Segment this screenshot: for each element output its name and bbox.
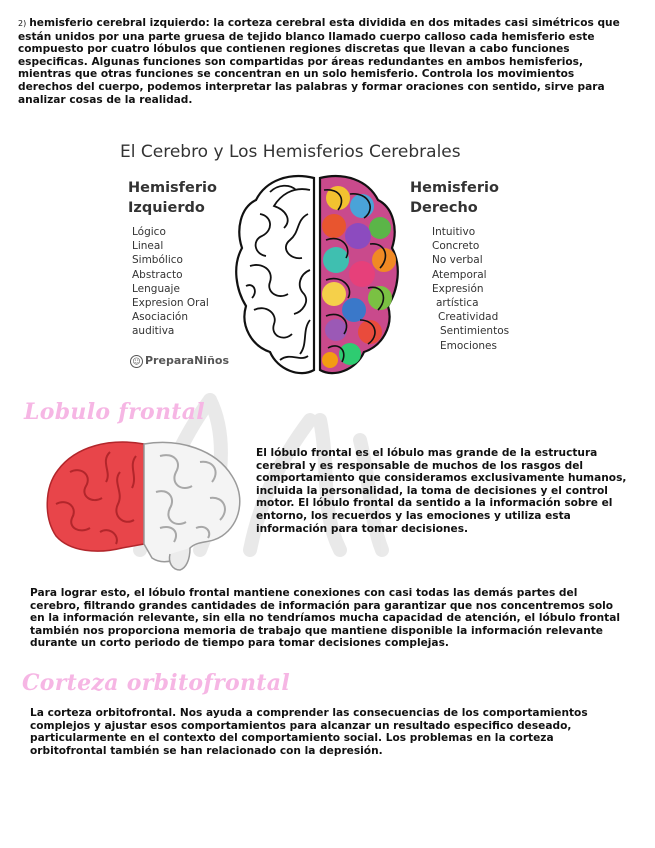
right-traits-list [432,225,509,353]
prepara-ninos-logo [130,354,229,368]
frontal-lobe-text-2: Para lograr esto, el lóbulo frontal mantiene conexiones con casi todas las demás partes del cerebro, filtrando grandes cantidades de información para garantizar que nos concentremos solo en la información relevante, sin ella no tendríamos mucha capacidad de atención, el lóbulo frontal también nos proporciona memoria de trabajo que mantiene disponible la información relevante durante un corto periodo de tiempo para tomar decisiones complejas. [30,587,620,650]
left-trait: auditiva [132,325,175,338]
right-trait: Concreto [432,240,480,253]
brain-hemispheres-illustration [230,170,402,386]
left-trait: Lenguaje [132,282,180,295]
right-trait: Creatividad [438,311,499,324]
right-trait: No verbal [432,254,483,267]
logo-text: PreparaNiños [145,354,230,367]
right-trait: Sentimientos [440,325,510,338]
left-trait: Abstracto [132,268,183,281]
frontal-lobe-heading: Lobulo frontal [24,399,205,425]
frontal-lobe-text-1: El lóbulo frontal es el lóbulo mas grande de la estructura cerebral y es responsable de muchos de los rasgos del comportamiento que consideramos exclusivamente humanos, incluida la personalidad, la toma de decisiones y el control motor. El lóbulo frontal da sentido a la información sobre el entorno, los recuerdos y las emociones y utiliza esta información para tomar decisiones. [256,447,627,535]
right-trait: Atemporal [432,268,487,281]
hemispheres-infographic [112,140,524,388]
left-hemisphere-title [128,178,217,218]
left-trait: Lógico [132,226,166,238]
right-trait: artística [436,297,479,310]
left-trait: Simbólico [132,254,183,267]
orbitofrontal-text: La corteza orbitofrontal. Nos ayuda a comprender las consecuencias de los comportamientos complejos y ajustar esos comportamientos para alcanzar un resultado especifico deseado, particularmente en el contexto del comportamiento social. Los problemas en la corteza orbitofrontal también se han relacionado con la depresión. [30,707,588,757]
intro-text: hemisferio cerebral izquierdo: la corteza cerebral esta dividida en dos mitades casi simétricos que están unidos por una parte gruesa de tejido blanco llamado cuerpo calloso cada hemisferio este compuesto por cuatro lóbulos que contienen regiones discretas que llevan a cabo funciones especificas. Algunas funciones son compartidas por áreas redundantes en ambos hemisferios, mientras que otras funciones se concentran en un solo hemisferio. Controla los movimientos derechos del cuerpo, podemos interpretar las palabras y formar oraciones con sentido, sirve para analizar cosas de la realidad. [18,17,620,106]
right-trait: Emociones [440,339,497,352]
right-hemisphere-title [410,178,499,218]
right-trait: Expresión [432,282,484,295]
right-title-line2: Derecho [410,200,478,216]
frontal-lobe-illustration [40,432,250,572]
infographic-title: El Cerebro y Los Hemisferios Cerebrales [120,142,461,162]
left-trait: Lineal [132,240,164,253]
orbitofrontal-heading: Corteza orbitofrontal [22,670,290,696]
left-trait: Expresion Oral [132,297,209,310]
left-trait: Asociación [132,311,188,324]
right-trait: Intuitivo [432,226,476,238]
smile-icon: ☺ [130,355,143,368]
left-title-line1: Hemisferio [128,180,217,196]
left-traits-list [132,225,209,339]
right-title-line1: Hemisferio [410,180,499,196]
left-title-line2: Izquierdo [128,200,205,216]
item-number: 2) [18,19,27,28]
intro-paragraph [18,17,628,106]
